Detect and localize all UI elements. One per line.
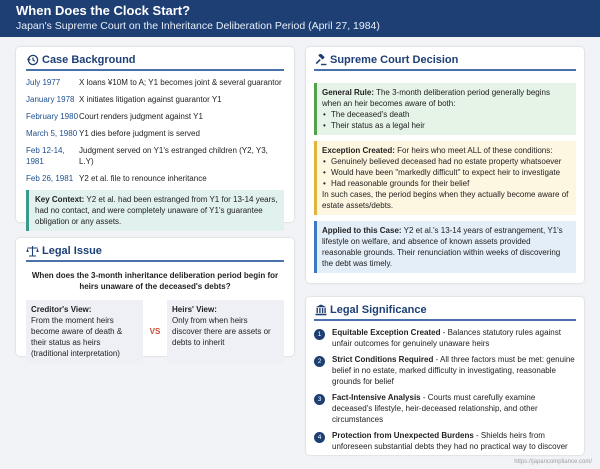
number-badge: 1: [314, 329, 325, 340]
list-item: • Would have been "markedly difficult" to expect heir to investigate: [322, 167, 571, 178]
exception-box: [314, 141, 576, 215]
decision-title: Supreme Court Decision: [330, 53, 459, 66]
creditor-view-label: Creditor's View:: [31, 305, 92, 314]
significance-item: [314, 354, 576, 387]
exception-conditions-list: [322, 156, 571, 189]
timeline-row: [26, 173, 284, 184]
applied-label: Applied to this Case:: [322, 226, 402, 235]
significance-item-body: [332, 327, 576, 349]
significance-item-label: Equitable Exception Created: [332, 328, 441, 337]
page-header: [0, 0, 600, 37]
significance-title: Legal Significance: [330, 303, 427, 316]
list-item: • Had reasonable grounds for their belief: [322, 178, 571, 189]
timeline-date: Feb 12-14, 1981: [26, 146, 65, 166]
landmark-icon: [314, 303, 327, 316]
list-item: • The deceased's death: [322, 109, 571, 120]
exception-tail: In such cases, the period begins when they actually become aware of estate assets/debts.: [322, 190, 569, 210]
timeline-date: July 1977: [26, 78, 61, 87]
significance-item-label: Strict Conditions Required: [332, 355, 434, 364]
applied-box: [314, 221, 576, 273]
significance-list: [314, 327, 576, 452]
significance-item-body: [332, 354, 576, 387]
issue-question: When does the 3-month inheritance deliberation period begin for heirs unaware of the deceased's debts?: [31, 271, 279, 291]
significance-item-text: - Shields heirs from unforeseen substantial debts they had no practical way to discover: [332, 431, 568, 451]
timeline-date: March 5, 1980: [26, 129, 78, 138]
timeline-date: February 1980: [26, 112, 79, 121]
history-icon: [26, 53, 39, 66]
general-rule-text: The 3-month deliberation period generally begins when an heir becomes aware of both:: [322, 88, 550, 108]
timeline-event: X loans ¥10M to A; Y1 becomes joint & several guarantor: [79, 78, 282, 87]
timeline-date: Feb 26, 1981: [26, 174, 74, 183]
timeline-row: [26, 128, 284, 139]
exception-text: For heirs who meet ALL of these conditions:: [394, 146, 553, 155]
number-badge: 4: [314, 432, 325, 443]
legal-significance-card: [306, 297, 584, 455]
heirs-view: [167, 300, 284, 363]
significance-heading: [314, 303, 576, 316]
number-badge: 3: [314, 394, 325, 405]
creditor-view: [26, 300, 143, 363]
significance-item-body: [332, 392, 576, 425]
divider: [26, 260, 284, 262]
general-rule-box: [314, 83, 576, 135]
significance-item-body: [332, 430, 576, 452]
gavel-icon: [314, 53, 327, 66]
significance-item: [314, 327, 576, 349]
legal-issue-heading: [26, 244, 284, 257]
supreme-court-decision-card: [306, 47, 584, 283]
timeline-event: Court renders judgment against Y1: [79, 112, 203, 121]
legal-issue-card: [16, 238, 294, 356]
page-title: When Does the Clock Start?: [16, 3, 191, 18]
timeline-row: [26, 77, 284, 88]
significance-item-text: - All three factors must be met: genuine belief in no estate, marked difficulty in investigating, reasonable grounds for belief: [332, 355, 575, 386]
applied-text: Y2 et al.'s 13-14 years of estrangement, Y1's lifestyle on welfare, and absence of known assets provided reasonable grounds. Their renunciation within weeks of discovering the debt was timely.: [322, 226, 563, 268]
footer-url: https://japancompliance.com/: [514, 459, 592, 465]
heirs-view-text: Only from when heirs discover there are assets or debts to inherit: [172, 316, 271, 347]
timeline-event: X initiates litigation against guarantor Y1: [79, 95, 222, 104]
list-item: • Their status as a legal heir: [322, 120, 571, 131]
legal-issue-title: Legal Issue: [42, 244, 102, 257]
timeline-event: Judgment served on Y1's estranged children (Y2, Y3, L.Y): [79, 146, 268, 166]
list-item: • Genuinely believed deceased had no estate property whatsoever: [322, 156, 571, 167]
case-background-heading: [26, 53, 284, 66]
divider: [314, 69, 576, 71]
timeline-row: [26, 111, 284, 122]
page-subtitle: Japan's Supreme Court on the Inheritance Deliberation Period (April 27, 1984): [16, 20, 380, 32]
scale-icon: [26, 244, 39, 257]
significance-item-text: - Balances statutory rules against unfair outcomes for genuinely unaware heirs: [332, 328, 561, 348]
general-rule-label: General Rule:: [322, 88, 375, 97]
timeline-date: January 1978: [26, 95, 75, 104]
significance-item: [314, 392, 576, 425]
key-context-label: Key Context:: [35, 195, 85, 204]
case-background-title: Case Background: [42, 53, 136, 66]
decision-heading: [314, 53, 576, 66]
timeline-event: Y1 dies before judgment is served: [79, 129, 200, 138]
timeline: [26, 77, 284, 184]
significance-item-label: Fact-Intensive Analysis: [332, 393, 421, 402]
creditor-view-text: From the moment heirs become aware of death & their status as heirs (traditional interpretation): [31, 316, 123, 358]
heirs-view-label: Heirs' View:: [172, 305, 217, 314]
key-context-box: [26, 190, 284, 231]
significance-item-text: - Courts must carefully examine deceased's lifestyle, heir-deceased relationship, and other circumstances: [332, 393, 538, 424]
timeline-row: [26, 145, 284, 167]
exception-label: Exception Created:: [322, 146, 395, 155]
significance-item: [314, 430, 576, 452]
timeline-event: Y2 et al. file to renounce inheritance: [79, 174, 207, 183]
views-comparison: [26, 300, 284, 363]
divider: [26, 69, 284, 71]
key-context-text: Y2 et al. had been estranged from Y1 for 13-14 years, had no contact, and were completely unaware of Y1's guarantee obligation or any assets.: [35, 195, 278, 226]
timeline-row: [26, 94, 284, 105]
vs-label: VS: [149, 327, 161, 336]
case-background-card: [16, 47, 294, 226]
divider: [314, 319, 576, 321]
significance-item-label: Protection from Unexpected Burdens: [332, 431, 474, 440]
number-badge: 2: [314, 356, 325, 367]
general-rule-list: [322, 109, 571, 131]
